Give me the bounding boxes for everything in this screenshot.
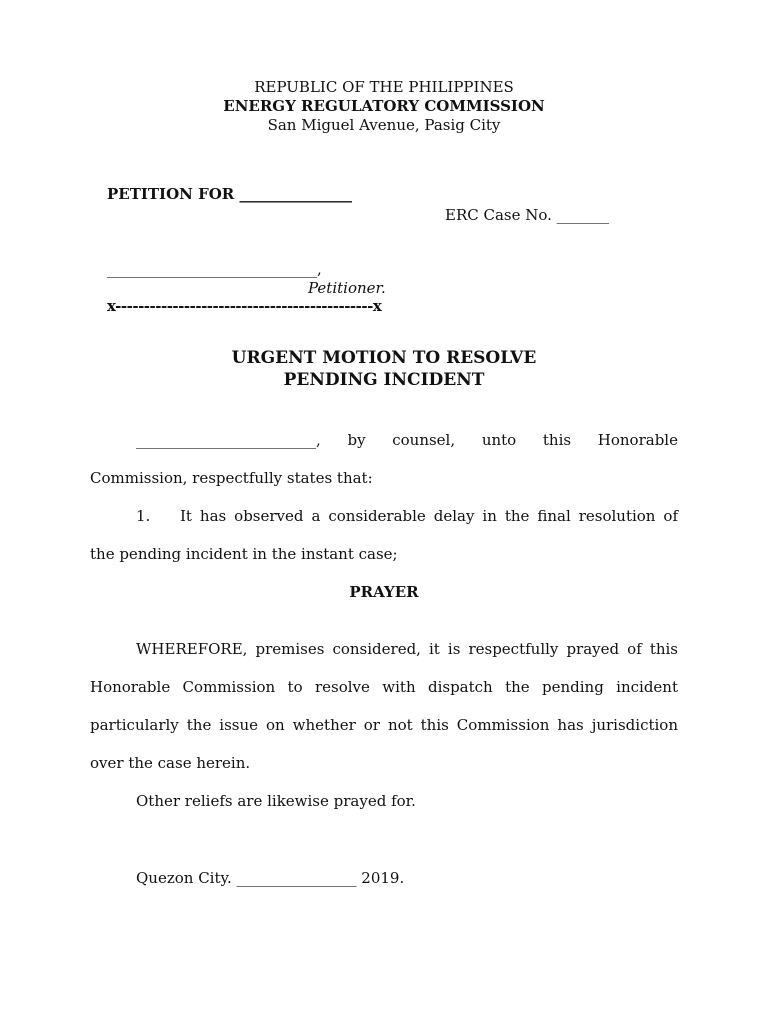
header-republic: REPUBLIC OF THE PHILIPPINES bbox=[254, 78, 514, 96]
title-line-1: URGENT MOTION TO RESOLVE bbox=[231, 348, 537, 368]
erc-case-no: ERC Case No. _______ bbox=[445, 206, 610, 224]
header-commission: ENERGY REGULATORY COMMISSION bbox=[223, 97, 545, 115]
petitioner-label: Petitioner. bbox=[308, 279, 386, 297]
intro-line-2: Commission, respectfully states that: bbox=[90, 469, 373, 487]
prayer-heading: PRAYER bbox=[349, 583, 419, 601]
intro-word: by bbox=[347, 431, 366, 449]
prayer-line-4: over the case herein. bbox=[90, 754, 251, 772]
intro-blank: ________________________, bbox=[136, 431, 321, 449]
intro-word: this bbox=[542, 431, 572, 449]
intro-word: Honorable bbox=[597, 431, 678, 449]
item-1-line-2: the pending incident in the instant case; bbox=[90, 545, 398, 563]
prayer-line-1: WHEREFORE, premises considered, it is respectfully prayed of this bbox=[136, 640, 678, 658]
petitioner-blank: ____________________________, bbox=[107, 260, 322, 278]
caption-separator: x---------------------------------------------x bbox=[107, 297, 382, 315]
place-date: Quezon City. ________________ 2019. bbox=[136, 869, 405, 887]
item-1-number: 1. bbox=[136, 507, 151, 525]
item-1-line-1: It has observed a considerable delay in the final resolution of bbox=[180, 507, 678, 525]
petition-for: PETITION FOR _______________ bbox=[107, 185, 352, 203]
title-line-2: PENDING INCIDENT bbox=[283, 370, 485, 390]
prayer-line-2: Honorable Commission to resolve with dispatch the pending incident bbox=[90, 678, 678, 696]
header-address: San Miguel Avenue, Pasig City bbox=[267, 116, 501, 134]
prayer-line-3: particularly the issue on whether or not this Commission has jurisdiction bbox=[90, 716, 678, 734]
intro-line-1 bbox=[136, 431, 678, 449]
intro-word: counsel, bbox=[392, 431, 456, 449]
other-reliefs: Other reliefs are likewise prayed for. bbox=[136, 792, 416, 810]
intro-word: unto bbox=[481, 431, 517, 449]
